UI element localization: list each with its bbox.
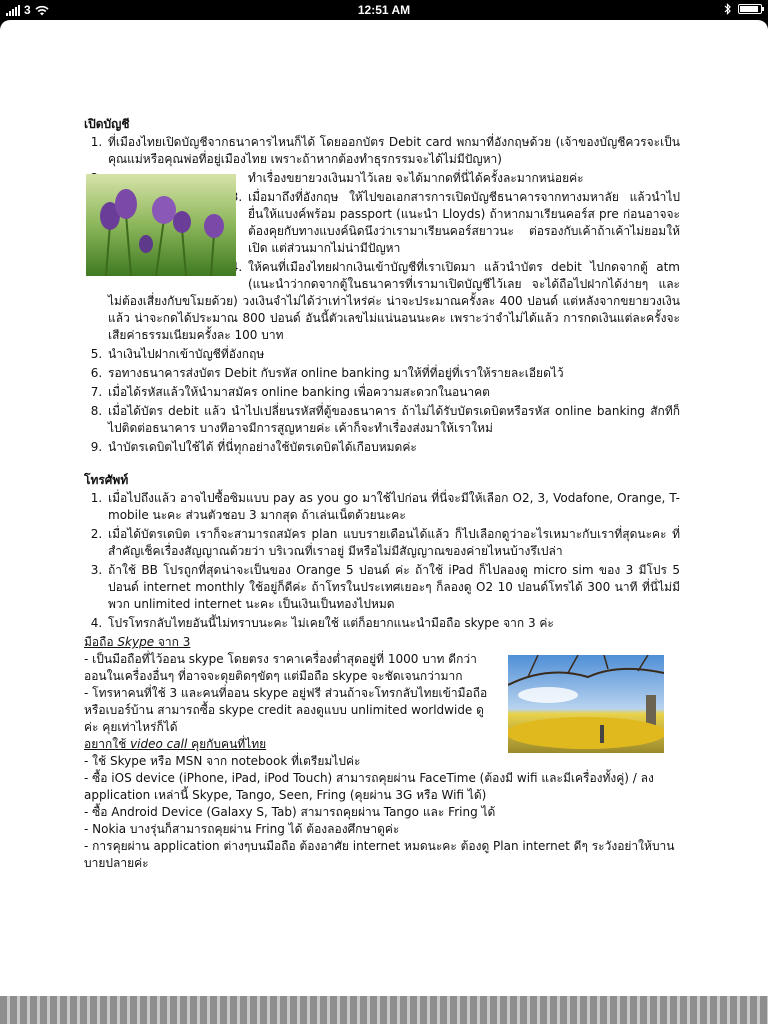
video-heading-suffix: คุยกับคนที่ไทย <box>187 737 267 751</box>
video-line: - ใช้ Skype หรือ MSN จาก notebook ที่เตรียมไปค่ะ <box>84 754 361 768</box>
list-item <box>106 170 680 187</box>
list-item: 5. นำเงินไปฝากเข้าบัญชีที่อังกฤษ <box>106 346 680 363</box>
list-item: 6. รอทางธนาคารส่งบัตร Debit กับรหัส online banking มาให้ที่ที่อยู่ที่เราให้รายละเอียดไว้ <box>106 365 680 382</box>
video-heading-em: video call <box>130 737 188 751</box>
list-item: 2. เมื่อได้บัตรเดบิต เราก็จะสามารถสมัคร plan แบบรายเดือนได้แล้ว ก็ไปเลือกดูว่าอะไรเหมาะกับเราที่สุดนะคะ ที่สำคัญเช็คเรื่องสัญญาณด้วยว่า บริเวณที่เราอยู่ มีหรือไม่มีสัญญาณของค่ายไหนบ้างรึเปล่า <box>106 526 680 560</box>
status-right <box>724 3 762 15</box>
video-line: - การคุยผ่าน application ต่างๆบนมือถือ ต้องอาศัย internet หมดนะคะ ต้องดู Plan internet ดีๆ ระวังอย่าให้บานบายปลายค่ะ <box>84 839 675 870</box>
skype-heading-suffix: จาก 3 <box>154 635 191 649</box>
battery-level <box>740 6 758 12</box>
list-item: 4. โปรโทรกลับไทยอันนี้ไม่ทราบนะคะ ไม่เคยใช้ แต่ก็อยากแนะนำมือถือ skype จาก 3 ค่ะ <box>106 615 680 632</box>
document-page[interactable] <box>0 20 768 996</box>
carrier-label: 3 <box>24 3 31 17</box>
phone-steps-list <box>84 490 680 632</box>
skype-heading-em: Skype <box>117 635 155 649</box>
list-item: 3. ถ้าใช้ BB โปรถูกที่สุดน่าจะเป็นของ Orange 5 ปอนด์ ค่ะ ถ้าใช้ iPad ก็ไปลองดู micro sim ของ 3 มีโปร 5 ปอนด์ internet monthly ใช้อยู่ก็ดีค่ะ ถ้าโทรในประเทศเยอะๆ ก็ลองดู O2 10 ปอนด์โทรได้ 300 นาที ที่นี่ไม่มีพวก unlimited internet นะคะ เป็นเงินเป็นทองไปหมด <box>106 562 680 613</box>
battery-icon <box>738 4 762 14</box>
list-item: 3. เมื่อมาถึงที่อังกฤษ ให้ไปขอเอกสารการเปิดบัญชีธนาคารจากทางมหาลัย แล้วนำไปยื่นให้แบงค์พร้อม passport (แนะนำ Lloyds) ถ้าหากมาเรียนคอร์ส pre ก่อนอาจจะต้องคุยกับทางแบงค์นิดนึงว่าเรามาเรียนคอร์สยาวนะ ต่อรองกับเค้าถ้าเค้าไม่ยอมให้เปิด แต่ส่วนมากไม่น่ามีปัญหา <box>106 189 680 257</box>
video-line: - Nokia บางรุ่นก็สามารถคุยผ่าน Fring ได้ ต้องลองศึกษาดูค่ะ <box>84 822 400 836</box>
flower-photo <box>86 174 236 276</box>
list-item: 1. ที่เมืองไทยเปิดบัญชีจากธนาคารไหนก็ได้ โดยออกบัตร Debit card พกมาที่อังกฤษด้วย (เจ้าของบัญชีควรจะเป็นคุณแม่หรือคุณพ่อที่อยู่เมืองไทย เพราะถ้าหากต้องทำธุรกรรมจะได้ไม่มีปัญหา) <box>106 134 680 168</box>
skype-line: - เป็นมือถือที่ไว้ออน skype โดยตรง ราคาเครื่องต่ำสุดอยู่ที่ 1000 บาท ดีกว่าออนในเครื่องอื่นๆ ที่อาจจะดุยติดๆขัดๆ แต่มือถือ skype จะชัดเจนกว่ามาก <box>84 652 477 683</box>
video-line: - ซื้อ iOS device (iPhone, iPad, iPod Touch) สามารถคุยผ่าน FaceTime (ต้องมี wifi และมีเครื่องทั้งคู่) / ลง application เหล่านี้ Skype, Tango, Seen, Fring (คุยผ่าน 3G หรือ Wifi ได้) <box>84 771 654 802</box>
status-bar <box>0 0 768 20</box>
list-item: 4. ให้คนที่เมืองไทยฝากเงินเข้าบัญชีที่เราเปิดมา แล้วนำบัตร debit ไปกดจากตู้ atm (แนะนำว่ากดจากตู้ในธนาคารที่เรามาเปิดบัญชีไว้เลย จะได้ถือไปฝากได้ง่ายๆ และไม่ต้องเสี่ยงกับขโมยด้วย) วงเงินจำไม่ได้ว่าเท่าไหร่ค่ะ น่าจะประมาณครั้งละ 400 ปอนด์ แต่หลังจากขยายวงเงินแล้ว น่าจะกดได้ประมาณ 800 ปอนด์ อันนี้ตัวเลขไม่แน่นอนนะคะ เพราะว่าจำไม่ได้แล้ว การกดเงินแต่ละครั้งจะเสียค่าธรรมเนียมครั้งละ 100 บาท <box>106 259 680 344</box>
section-title-bank: เปิดบัญชี <box>84 117 130 131</box>
list-item-text: ทำเรื่องขยายวงเงินมาไว้เลย จะได้มากดที่นี่ได้ครั้งละมากหน่อยค่ะ <box>248 171 584 185</box>
document-content <box>84 116 680 872</box>
skype-heading-prefix: มือถือ <box>84 635 118 649</box>
skype-heading <box>84 634 680 651</box>
section-title-phone: โทรศัพท์ <box>84 473 129 487</box>
list-item: 7. เมื่อได้รหัสแล้วให้นำมาสมัคร online banking เพื่อความสะดวกในอนาคต <box>106 384 680 401</box>
park-photo <box>508 655 664 753</box>
list-item: 8. เมื่อได้บัตร debit แล้ว นำไปเปลี่ยนรหัสที่ตู้ของธนาคาร ถ้าไม่ได้รับบัตรเดบิตหรือรหัส online banking สักทีก็ไปติดต่อธนาคาร บางทีอาจมีการสูญหายค่ะ เค้าก็จะทำเรื่องส่งมาให้เราใหม่ <box>106 403 680 437</box>
bottom-scroll-bar[interactable] <box>0 996 768 1024</box>
video-line: - ซื้อ Android Device (Galaxy S, Tab) สามารถคุยผ่าน Tango และ Fring ได้ <box>84 805 496 819</box>
list-item: 9. นำบัตรเดบิตไปใช้ได้ ที่นี่ทุกอย่างใช้บัตรเดบิตได้เกือบหมดค่ะ <box>106 439 680 456</box>
list-item: 1. เมื่อไปถึงแล้ว อาจไปซื้อซิมแบบ pay as you go มาใช้ไปก่อน ที่นี่จะมีให้เลือก O2, 3, Vodafone, Orange, T-mobile นะคะ ส่วนตัวชอบ 3 มากสุด ถ้าเล่นเน็ตด้วยนะคะ <box>106 490 680 524</box>
skype-line: - โทรหาคนที่ใช้ 3 และคนที่ออน skype อยู่ฟรี ส่วนถ้าจะโทรกลับไทยเข้ามือถือหรือเบอร์บ้าน สามารถซื้อ skype credit ลองดูแบบ unlimited worldwide ดูค่ะ คุยเท่าไหร่ก็ได้ <box>84 686 488 734</box>
bluetooth-icon <box>724 3 732 15</box>
bank-steps-list <box>84 134 680 456</box>
clock: 12:51 AM <box>357 3 411 17</box>
video-heading-prefix: อยากใช้ <box>84 737 131 751</box>
